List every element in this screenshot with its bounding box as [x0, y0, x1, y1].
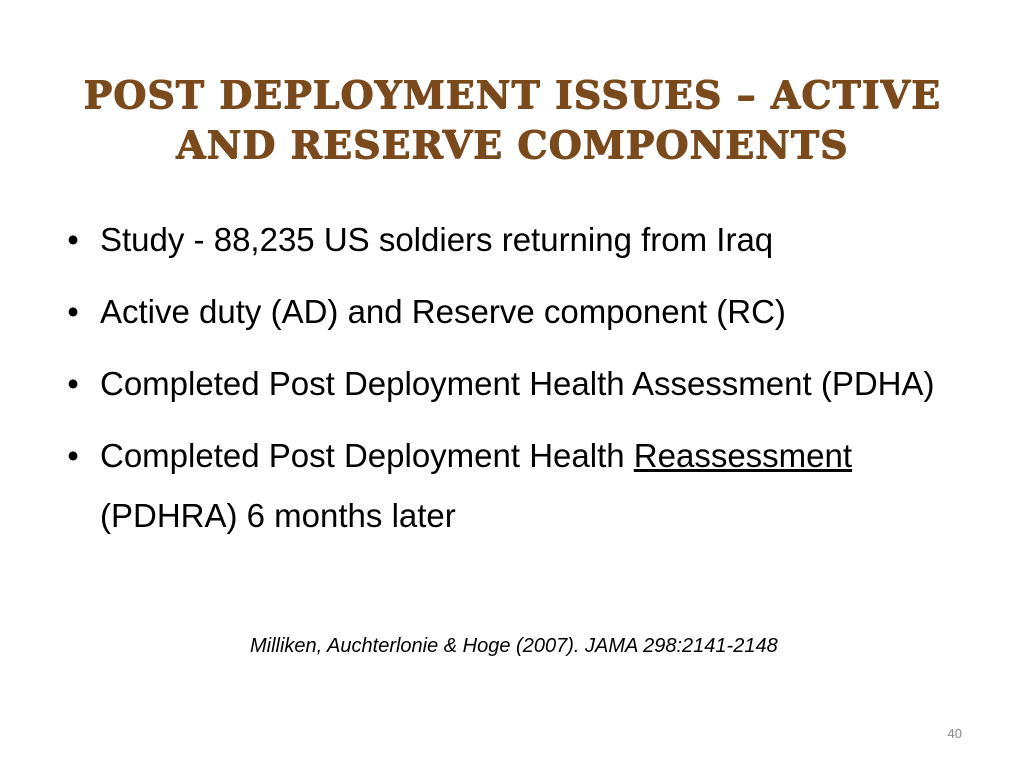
bullet-item-pdhra: [58, 426, 958, 546]
bullet-icon: •: [67, 221, 79, 258]
citation: Milliken, Auchterlonie & Hoge (2007). JAMA 298:2141-2148: [250, 635, 778, 657]
bullet-text-post: (PDHRA) 6 months later: [100, 497, 456, 534]
slide-title: [60, 70, 964, 170]
bullet-icon: •: [67, 293, 79, 330]
bullet-text-pre: Completed Post Deployment Health: [100, 437, 634, 474]
bullet-text: Study - 88,235 US soldiers returning from Iraq: [100, 221, 774, 258]
bullet-text-underlined: Reassessment: [633, 437, 853, 474]
bullet-text: Active duty (AD) and Reserve component (RC): [100, 293, 786, 330]
bullet-list: [58, 210, 958, 558]
bullet-icon: •: [67, 365, 79, 402]
bullet-icon: •: [67, 437, 79, 474]
bullet-item-study: [58, 210, 958, 270]
bullet-text: Completed Post Deployment Health Assessment (PDHA): [100, 365, 935, 402]
page-number: 40: [947, 726, 962, 741]
title-line-1: POST DEPLOYMENT ISSUES – ACTIVE: [83, 72, 941, 117]
bullet-item-pdha: [58, 354, 958, 414]
bullet-item-components: [58, 282, 958, 342]
title-line-2: AND RESERVE COMPONENTS: [175, 122, 849, 167]
